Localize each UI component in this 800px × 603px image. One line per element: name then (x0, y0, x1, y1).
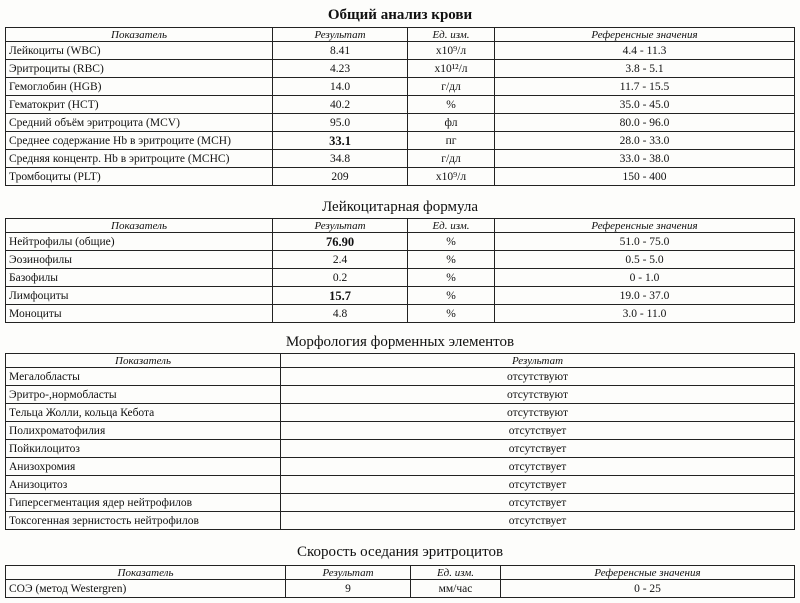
table-row (6, 132, 795, 150)
cbc-ref-cell: 35.0 - 45.0 (495, 96, 795, 114)
esr-ref-cell: 0 - 25 (501, 580, 795, 598)
morph-name-cell: Гиперсегментация ядер нейтрофилов (6, 494, 281, 512)
esr-header-cell: Референсные значения (501, 566, 795, 580)
morph-title: Морфология форменных элементов (285, 334, 515, 350)
cbc-result-cell: 14.0 (273, 78, 408, 96)
morph-name-cell: Анизоцитоз (6, 476, 281, 494)
table-row (6, 168, 795, 186)
cbc-unit-cell: % (408, 96, 495, 114)
morph-result-cell: отсутствуют (281, 368, 795, 386)
morph-name-cell: Пойкилоцитоз (6, 440, 281, 458)
morph-name-cell: Токсогенная зернистость нейтрофилов (6, 512, 281, 530)
morph-table (5, 353, 795, 530)
cbc-unit-cell: x10¹²/л (408, 60, 495, 78)
leuko-name-cell: Базофилы (6, 269, 273, 287)
cbc-unit-cell: пг (408, 132, 495, 150)
leuko-result-cell: 76.90 (273, 233, 408, 251)
leuko-header-cell: Референсные значения (495, 219, 795, 233)
cbc-header-cell: Ед. изм. (408, 28, 495, 42)
table-row (6, 233, 795, 251)
morph-name-cell: Анизохромия (6, 458, 281, 476)
table-row (6, 269, 795, 287)
cbc-unit-cell: г/дл (408, 150, 495, 168)
morph-result-cell: отсутствует (281, 494, 795, 512)
table-row (6, 476, 795, 494)
esr-header-row (6, 566, 795, 580)
morph-header-row (6, 354, 795, 368)
cbc-unit-cell: фл (408, 114, 495, 132)
cbc-name-cell: Средний объём эритроцита (MCV) (6, 114, 273, 132)
esr-header-cell: Результат (286, 566, 411, 580)
leuko-ref-cell: 0.5 - 5.0 (495, 251, 795, 269)
cbc-result-cell: 40.2 (273, 96, 408, 114)
cbc-result-cell: 34.8 (273, 150, 408, 168)
morph-name-cell: Тельца Жолли, кольца Кебота (6, 404, 281, 422)
table-row (6, 368, 795, 386)
leuko-unit-cell: % (408, 233, 495, 251)
morph-name-cell: Полихроматофилия (6, 422, 281, 440)
cbc-table (5, 27, 795, 186)
cbc-name-cell: Среднее содержание Hb в эритроците (MCH) (6, 132, 273, 150)
leuko-header-row (6, 219, 795, 233)
cbc-ref-cell: 3.8 - 5.1 (495, 60, 795, 78)
morph-name-cell: Эритро-,нормобласты (6, 386, 281, 404)
cbc-name-cell: Гемоглобин (HGB) (6, 78, 273, 96)
leuko-unit-cell: % (408, 305, 495, 323)
cbc-name-cell: Лейкоциты (WBC) (6, 42, 273, 60)
leuko-unit-cell: % (408, 251, 495, 269)
esr-unit-cell: мм/час (411, 580, 501, 598)
leuko-unit-cell: % (408, 269, 495, 287)
cbc-title: Общий анализ крови (327, 7, 473, 23)
cbc-name-cell: Средняя концентр. Hb в эритроците (MCHC) (6, 150, 273, 168)
table-row (6, 60, 795, 78)
cbc-result-cell: 209 (273, 168, 408, 186)
leuko-result-cell: 15.7 (273, 287, 408, 305)
esr-result-cell: 9 (286, 580, 411, 598)
cbc-ref-cell: 28.0 - 33.0 (495, 132, 795, 150)
morph-result-cell: отсутствует (281, 512, 795, 530)
leuko-ref-cell: 19.0 - 37.0 (495, 287, 795, 305)
cbc-result-cell: 4.23 (273, 60, 408, 78)
table-row (6, 305, 795, 323)
morph-name-cell: Мегалобласты (6, 368, 281, 386)
esr-header-cell: Показатель (6, 566, 286, 580)
leuko-table (5, 218, 795, 323)
cbc-result-cell: 95.0 (273, 114, 408, 132)
cbc-unit-cell: x10⁹/л (408, 42, 495, 60)
table-row (6, 458, 795, 476)
cbc-unit-cell: x10⁹/л (408, 168, 495, 186)
leuko-title: Лейкоцитарная формула (321, 199, 479, 215)
cbc-name-cell: Гематокрит (HCT) (6, 96, 273, 114)
leuko-header-cell: Результат (273, 219, 408, 233)
table-row (6, 404, 795, 422)
cbc-header-cell: Результат (273, 28, 408, 42)
table-row (6, 150, 795, 168)
table-row (6, 580, 795, 598)
leuko-name-cell: Моноциты (6, 305, 273, 323)
table-row (6, 78, 795, 96)
cbc-result-cell: 8.41 (273, 42, 408, 60)
cbc-result-cell: 33.1 (273, 132, 408, 150)
esr-header-cell: Ед. изм. (411, 566, 501, 580)
esr-table (5, 565, 795, 598)
cbc-name-cell: Тромбоциты (PLT) (6, 168, 273, 186)
leuko-ref-cell: 51.0 - 75.0 (495, 233, 795, 251)
table-row (6, 494, 795, 512)
leuko-header-cell: Показатель (6, 219, 273, 233)
table-row (6, 386, 795, 404)
table-row (6, 42, 795, 60)
cbc-ref-cell: 150 - 400 (495, 168, 795, 186)
cbc-header-cell: Референсные значения (495, 28, 795, 42)
leuko-ref-cell: 3.0 - 11.0 (495, 305, 795, 323)
cbc-header-cell: Показатель (6, 28, 273, 42)
cbc-ref-cell: 4.4 - 11.3 (495, 42, 795, 60)
leuko-unit-cell: % (408, 287, 495, 305)
leuko-name-cell: Нейтрофилы (общие) (6, 233, 273, 251)
cbc-ref-cell: 80.0 - 96.0 (495, 114, 795, 132)
morph-header-cell: Показатель (6, 354, 281, 368)
morph-header-cell: Результат (281, 354, 795, 368)
leuko-result-cell: 4.8 (273, 305, 408, 323)
morph-result-cell: отсутствует (281, 440, 795, 458)
esr-title: Скорость оседания эритроцитов (296, 544, 504, 560)
morph-result-cell: отсутствуют (281, 404, 795, 422)
esr-name-cell: СОЭ (метод Westergren) (6, 580, 286, 598)
leuko-name-cell: Эозинофилы (6, 251, 273, 269)
leuko-header-cell: Ед. изм. (408, 219, 495, 233)
cbc-unit-cell: г/дл (408, 78, 495, 96)
morph-result-cell: отсутствует (281, 422, 795, 440)
table-row (6, 512, 795, 530)
leuko-result-cell: 0.2 (273, 269, 408, 287)
table-row (6, 422, 795, 440)
table-row (6, 114, 795, 132)
table-row (6, 96, 795, 114)
table-row (6, 287, 795, 305)
cbc-ref-cell: 33.0 - 38.0 (495, 150, 795, 168)
morph-result-cell: отсутствует (281, 458, 795, 476)
leuko-result-cell: 2.4 (273, 251, 408, 269)
cbc-header-row (6, 28, 795, 42)
table-row (6, 251, 795, 269)
table-row (6, 440, 795, 458)
morph-result-cell: отсутствует (281, 476, 795, 494)
leuko-ref-cell: 0 - 1.0 (495, 269, 795, 287)
morph-result-cell: отсутствуют (281, 386, 795, 404)
leuko-name-cell: Лимфоциты (6, 287, 273, 305)
cbc-ref-cell: 11.7 - 15.5 (495, 78, 795, 96)
cbc-name-cell: Эритроциты (RBC) (6, 60, 273, 78)
